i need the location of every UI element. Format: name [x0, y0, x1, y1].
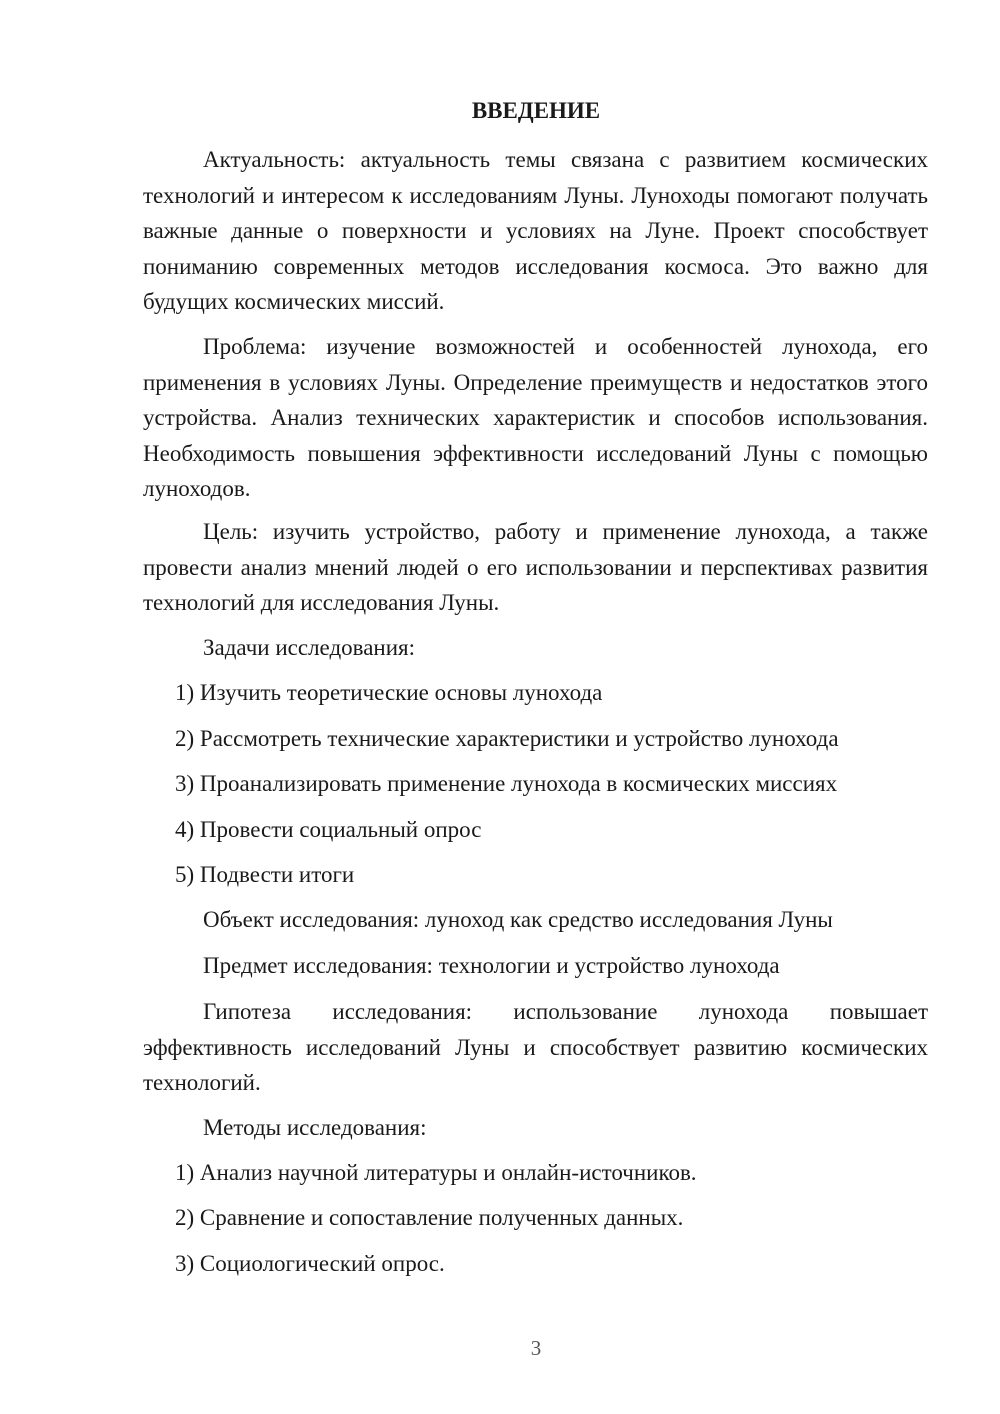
paragraph-goal: Цель: изучить устройство, работу и применение лунохода, а также провести анализ мнений людей о его использовании и перспективах развития технологий для исследования Луны.	[143, 519, 928, 615]
research-object: Объект исследования: луноход как средство исследования Луны	[203, 907, 833, 932]
methods-heading: Методы исследования:	[203, 1115, 427, 1140]
task-item-4: 4) Провести социальный опрос	[175, 817, 482, 842]
task-item-3: 3) Проанализировать применение лунохода в космических миссиях	[175, 771, 838, 796]
task-item-1: 1) Изучить теоретические основы лунохода	[175, 680, 603, 705]
paragraph-relevance: Актуальность: актуальность темы связана с развитием космических технологий и интересом к исследованиям Луны. Луноходы помогают получать важные данные о поверхности и условиях на Луне. Проект способствует пониманию современных методов исследования космоса. Это важно для будущих космических миссий.	[143, 147, 928, 314]
research-subject: Предмет исследования: технологии и устройство лунохода	[203, 953, 780, 978]
task-item-2: 2) Рассмотреть технические характеристики и устройство лунохода	[175, 726, 839, 751]
page-number: 3	[530, 1336, 542, 1360]
tasks-heading: Задачи исследования:	[203, 635, 416, 660]
page-title: ВВЕДЕНИЕ	[471, 98, 601, 123]
paragraph-hypothesis: Гипотеза исследования: использование лунохода повышает эффективность исследований Луны и способствует развитию космических технологий.	[143, 999, 928, 1095]
task-item-5: 5) Подвести итоги	[175, 862, 355, 887]
method-item-3: 3) Социологический опрос.	[175, 1251, 445, 1276]
paragraph-problem: Проблема: изучение возможностей и особенностей лунохода, его применения в условиях Луны. Определение преимуществ и недостатков этого устройства. Анализ технических характеристик и способов использования. Необходимость повышения эффективности исследований Луны с помощью луноходов.	[143, 334, 928, 501]
method-item-2: 2) Сравнение и сопоставление полученных данных.	[175, 1205, 684, 1230]
method-item-1: 1) Анализ научной литературы и онлайн-источников.	[175, 1160, 697, 1185]
